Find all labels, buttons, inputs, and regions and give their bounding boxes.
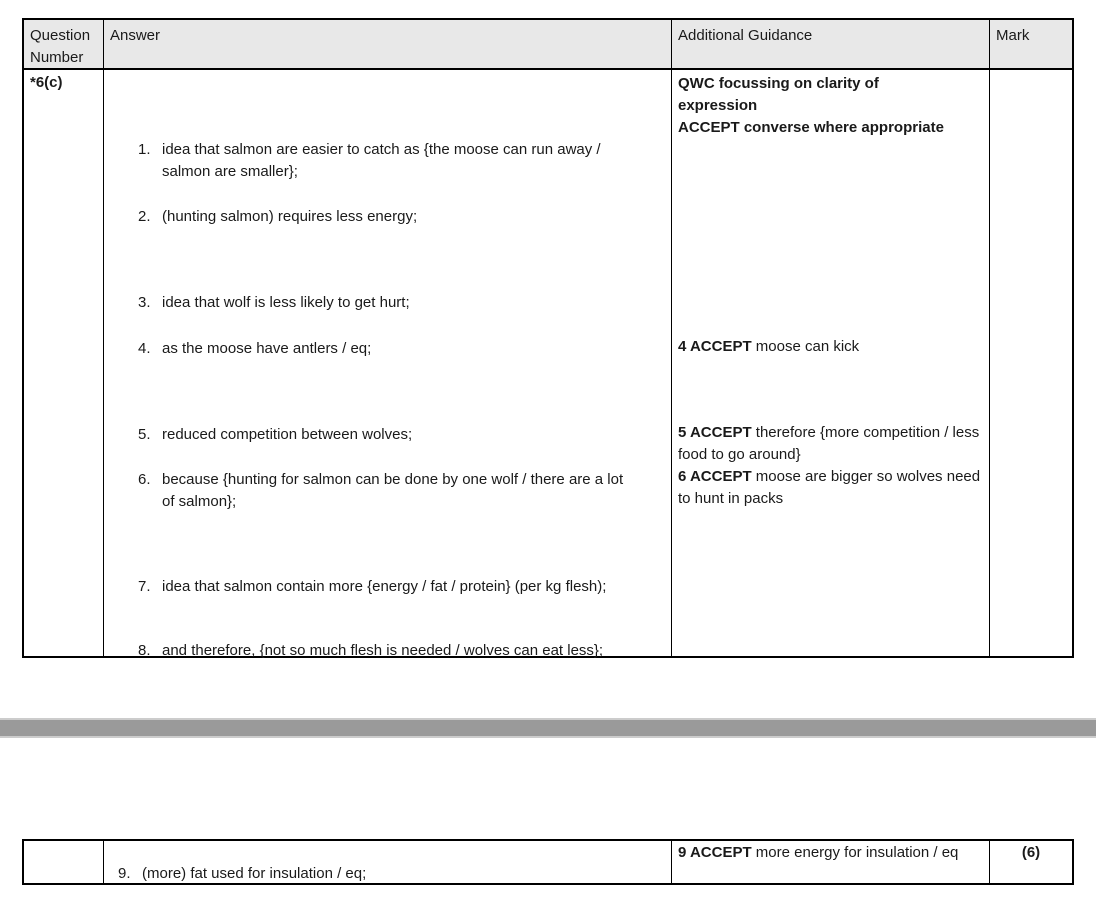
answer-point-7 (138, 576, 622, 598)
continuation-guidance-note (672, 841, 989, 864)
guidance-cell (672, 841, 990, 883)
mark-cell (990, 841, 1072, 883)
qwc-note: QWC focussing on clarity of expression (678, 75, 879, 114)
header-mark: Mark (996, 27, 1030, 44)
answer-point-text: reduced competition between wolves; (162, 426, 413, 443)
answer-point-1 (138, 139, 642, 183)
answer-point-6 (138, 469, 627, 513)
continuation-answer-point (118, 863, 366, 885)
answer-point-text: idea that salmon contain more {energy / fat / protein} (per kg flesh); (162, 578, 607, 595)
answer-point-number: 9. (118, 865, 131, 882)
guidance-note-label: 6 ACCEPT (678, 468, 752, 485)
continuation-table (22, 839, 1074, 885)
answer-point-number: 3. (138, 294, 151, 311)
answer-point-3 (138, 292, 664, 314)
accept-converse-note: ACCEPT converse where appropriate (678, 119, 944, 136)
mark-value: (6) (1021, 844, 1041, 861)
mark-scheme-table (22, 18, 1074, 658)
header-additional-guidance: Additional Guidance (672, 20, 990, 68)
answer-point-number: 1. (138, 141, 151, 158)
answer-point-2 (138, 206, 664, 228)
answer-cell (104, 841, 672, 883)
guidance-note-label: 5 ACCEPT (678, 424, 752, 441)
guidance-note-label: 4 ACCEPT (678, 338, 752, 355)
answer-cell (104, 70, 672, 659)
answer-point-number: 8. (138, 642, 151, 659)
qwc-guidance-heading (678, 73, 944, 139)
answer-point-5 (138, 424, 664, 446)
answer-point-text: (hunting salmon) requires less energy; (162, 208, 418, 225)
header-answer: Answer (104, 20, 672, 68)
answer-point-number: 6. (138, 471, 151, 488)
answer-point-number: 7. (138, 578, 151, 595)
guidance-cell (672, 70, 990, 656)
answer-point-text: because {hunting for salmon can be done by one wolf / there are a lot of salmon}; (162, 471, 624, 510)
answer-point-text: and therefore, {not so much flesh is needed / wolves can eat less}; (162, 642, 604, 659)
guidance-note-6 (678, 466, 984, 510)
answer-point-8 (138, 640, 682, 662)
question-number-cell (24, 841, 104, 883)
answer-point-number: 2. (138, 208, 151, 225)
answer-point-text: (more) fat used for insulation / eq; (142, 865, 367, 882)
guidance-note-text: moose are bigger so wolves need to hunt in packs (678, 468, 981, 507)
answer-point-number: 5. (138, 426, 151, 443)
guidance-note-4 (678, 336, 984, 358)
guidance-note-label: 9 ACCEPT (678, 844, 752, 861)
question-number: *6(c) (30, 74, 63, 91)
answer-point-text: idea that wolf is less likely to get hurt; (162, 294, 410, 311)
guidance-note-text: therefore {more competition / less food to go around} (678, 424, 980, 463)
answer-point-number: 4. (138, 340, 151, 357)
page-separator (0, 718, 1096, 738)
answer-point-4 (138, 338, 664, 360)
mark-cell (990, 70, 1072, 656)
guidance-note-5-6 (678, 422, 984, 510)
guidance-note-text: more energy for insulation / eq (751, 844, 959, 861)
guidance-note-5 (678, 422, 984, 466)
answer-point-text: as the moose have antlers / eq; (162, 340, 372, 357)
header-question-number: Question Number (24, 20, 104, 68)
answer-point-text: idea that salmon are easier to catch as {the moose can run away / salmon are smaller}; (162, 141, 601, 180)
guidance-note-text: moose can kick (751, 338, 860, 355)
question-number-cell (24, 70, 104, 656)
table-header-row (24, 20, 1072, 70)
table-row (24, 70, 1072, 659)
